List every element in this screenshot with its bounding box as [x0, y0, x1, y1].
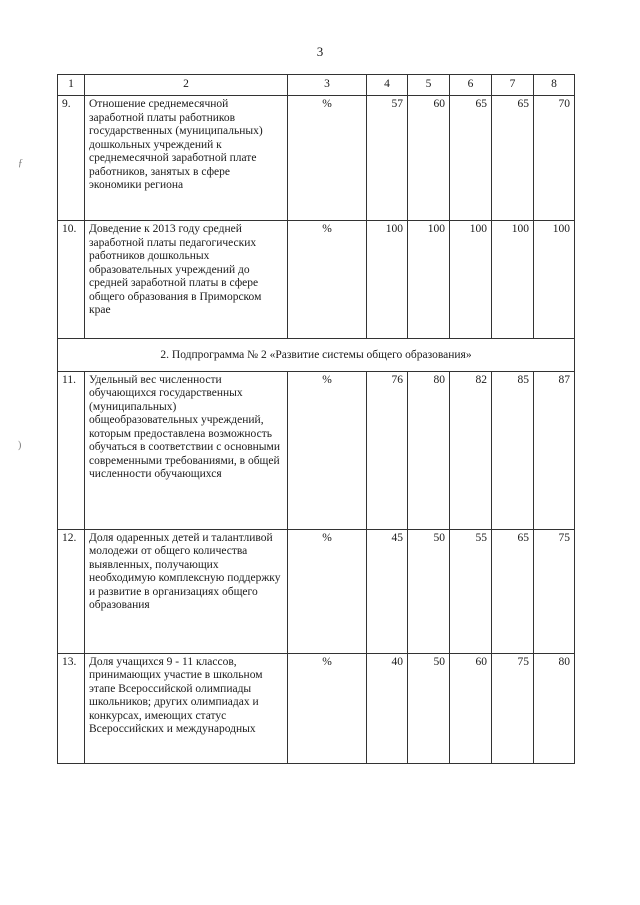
- column-header: 5: [408, 75, 450, 96]
- indicator-value: 100: [367, 221, 408, 339]
- indicator-value: 100: [492, 221, 534, 339]
- indicator-value: 45: [367, 529, 408, 653]
- table-row: [58, 96, 575, 221]
- indicators-table: [57, 74, 575, 764]
- page-number: 3: [316, 44, 324, 59]
- indicator-value: 80: [408, 371, 450, 529]
- indicator-value: 87: [534, 371, 575, 529]
- section-title: 2. Подпрограмма № 2 «Развитие системы общего образования»: [58, 339, 575, 372]
- indicator-value: 100: [534, 221, 575, 339]
- indicator-unit: %: [288, 653, 367, 763]
- indicator-value: 75: [534, 529, 575, 653]
- column-header: 3: [288, 75, 367, 96]
- table-row: [58, 221, 575, 339]
- column-header: 6: [450, 75, 492, 96]
- indicator-value: 60: [408, 96, 450, 221]
- indicator-value: 40: [367, 653, 408, 763]
- indicator-value: 60: [450, 653, 492, 763]
- column-header: 2: [85, 75, 288, 96]
- indicator-value: 100: [408, 221, 450, 339]
- indicator-value: 100: [450, 221, 492, 339]
- indicator-unit: %: [288, 529, 367, 653]
- indicator-value: 57: [367, 96, 408, 221]
- indicator-value: 65: [450, 96, 492, 221]
- row-number: 10.: [58, 221, 85, 339]
- indicator-name: Удельный вес численности обучающихся государственных (муниципальных) общеобразовательных учреждений, которым предоставлена возможность обучаться в соответствии с основными современными требованиями, в общей численности обучающихся: [85, 371, 288, 529]
- indicator-value: 50: [408, 529, 450, 653]
- indicator-value: 85: [492, 371, 534, 529]
- indicator-unit: %: [288, 96, 367, 221]
- indicator-value: 82: [450, 371, 492, 529]
- column-header: 4: [367, 75, 408, 96]
- indicator-unit: %: [288, 221, 367, 339]
- row-number: 13.: [58, 653, 85, 763]
- indicator-value: 50: [408, 653, 450, 763]
- section-row: [58, 339, 575, 372]
- table-row: [58, 371, 575, 529]
- column-header: 8: [534, 75, 575, 96]
- indicator-value: 75: [492, 653, 534, 763]
- indicator-value: 70: [534, 96, 575, 221]
- row-number: 9.: [58, 96, 85, 221]
- table-row: [58, 529, 575, 653]
- indicator-name: Доля одаренных детей и талантливой молодежи от общего количества выявленных, получающих необходимую комплексную поддержку и развитие в организациях общего образования: [85, 529, 288, 653]
- indicator-value: 65: [492, 529, 534, 653]
- indicator-name: Доведение к 2013 году средней заработной платы педагогических работников дошкольных образовательных учреждений до средней заработной платы в сфере общего образования в Приморском крае: [85, 221, 288, 339]
- indicator-value: 65: [492, 96, 534, 221]
- table-header-row: [58, 75, 575, 96]
- indicator-unit: %: [288, 371, 367, 529]
- row-number: 11.: [58, 371, 85, 529]
- indicator-value: 55: [450, 529, 492, 653]
- indicator-name: Доля учащихся 9 - 11 классов, принимающих участие в школьном этапе Всероссийской олимпиады школьников; других олимпиадах и конкурсах, имеющих статус Всероссийских и международных: [85, 653, 288, 763]
- row-number: 12.: [58, 529, 85, 653]
- indicator-name: Отношение среднемесячной заработной платы работников государственных (муниципальных) дошкольных учреждений к среднемесячной заработной плате работников, занятых в сфере экономики региона: [85, 96, 288, 221]
- column-header: 1: [58, 75, 85, 96]
- column-header: 7: [492, 75, 534, 96]
- indicator-value: 80: [534, 653, 575, 763]
- scan-mark: ): [18, 440, 22, 451]
- indicator-value: 76: [367, 371, 408, 529]
- table-row: [58, 653, 575, 763]
- scan-mark: ƒ: [18, 158, 23, 169]
